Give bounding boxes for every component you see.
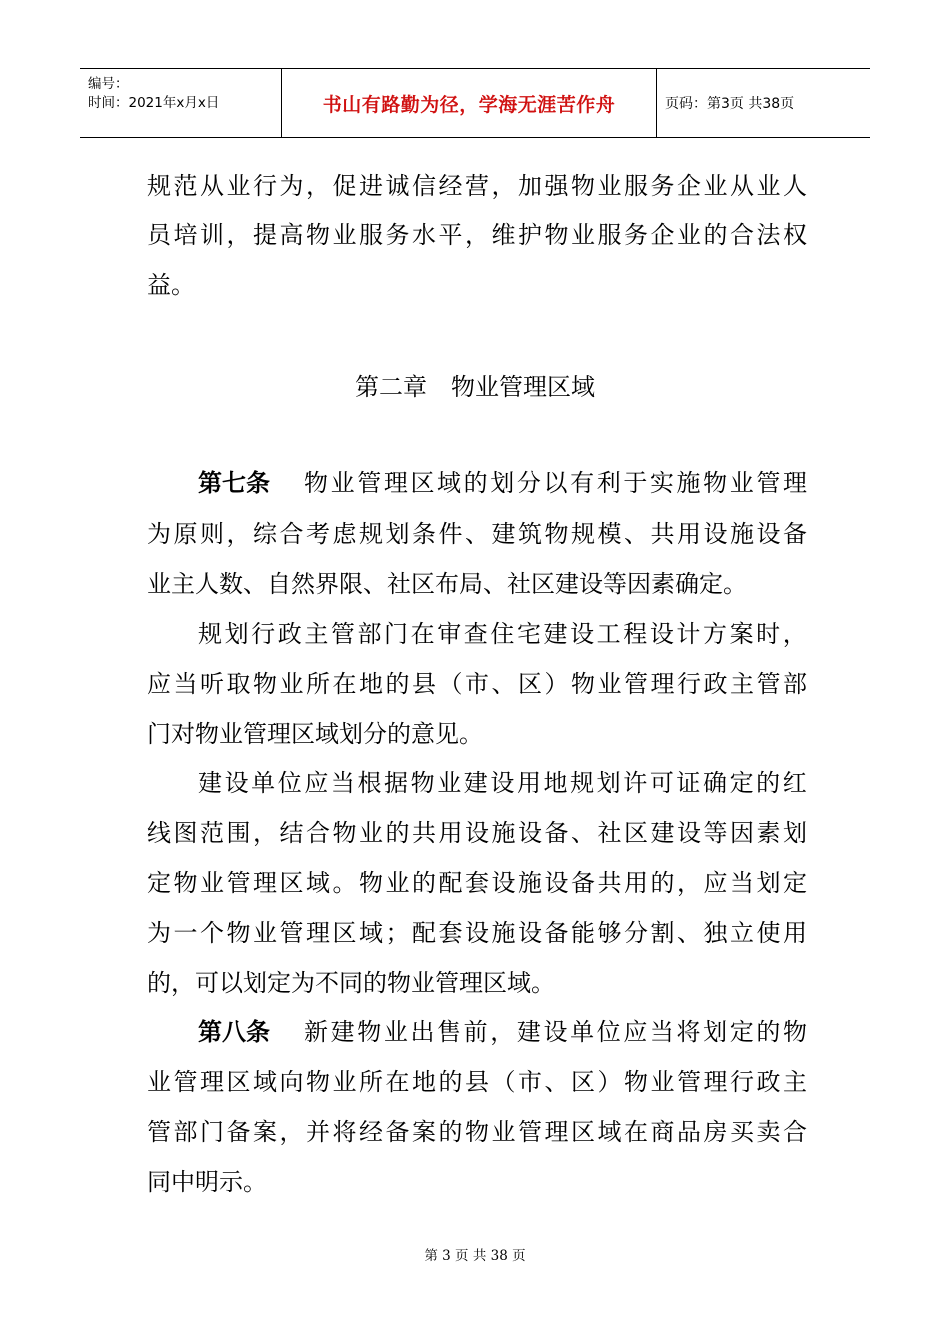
chapter-title: 第二章 物业管理区域	[355, 373, 595, 401]
page-info: 页码：第3页 共38页	[665, 96, 795, 112]
body-line: 定 物 业 管 理 区 域 。 物 业 的 配 套 设 施 设 备 共 用 的 ， 应 当 划 定	[147, 869, 807, 897]
header-table	[80, 68, 870, 138]
body-line: 规 划 行 政 主 管 部 门 在 审 查 住 宅 建 设 工 程 设 计 方 案 时 ，	[198, 620, 807, 648]
date-label: 时间：2021年x月x日	[88, 95, 220, 111]
body-line: 规 范 从 业 行 为 ， 促 进 诚 信 经 营 ， 加 强 物 业 服 务 企 业 从 业 人	[147, 172, 807, 200]
body-line: 同中明示。	[147, 1168, 267, 1196]
body-line: 益。	[147, 271, 195, 299]
article-8-label: 第八条	[198, 1018, 270, 1046]
article-7-first-line	[198, 466, 807, 500]
body-line: 员 培 训 ， 提 高 物 业 服 务 水 平 ， 维 护 物 业 服 务 企 业 的 合 法 权	[147, 221, 807, 249]
body-line: 建 设 单 位 应 当 根 据 物 业 建 设 用 地 规 划 许 可 证 确 定 的 红	[198, 769, 807, 797]
body-line: 新 建 物 业 出 售 前 ， 建 设 单 位 应 当 将 划 定 的 物	[304, 1018, 807, 1046]
body-line: 为 一 个 物 业 管 理 区 域 ； 配 套 设 施 设 备 能 够 分 割 、 独 立 使 用	[147, 919, 807, 947]
motto: 书山有路勤为径，学海无涯苦作舟	[322, 93, 616, 116]
body-line: 门对物业管理区域划分的意见。	[147, 720, 483, 748]
header-divider	[656, 69, 657, 137]
body-line: 管 部 门 备 案 ， 并 将 经 备 案 的 物 业 管 理 区 域 在 商 品 房 买 卖 合	[147, 1118, 807, 1146]
body-line: 为 原 则 ， 综 合 考 虑 规 划 条 件 、 建 筑 物 规 模 、 共 用 设 施 设 备	[147, 520, 807, 548]
body-line: 的，可以划定为不同的物业管理区域。	[147, 969, 555, 997]
page-footer: 第 3 页 共 38 页	[424, 1248, 526, 1264]
body-line: 物 业 管 理 区 域 的 划 分 以 有 利 于 实 施 物 业 管 理	[304, 469, 807, 497]
article-7-label: 第七条	[198, 469, 270, 497]
body-line: 业主人数、自然界限、社区布局、社区建设等因素确定。	[147, 570, 747, 598]
body-line: 应 当 听 取 物 业 所 在 地 的 县 （ 市 、 区 ） 物 业 管 理 行 政 主 管 部	[147, 670, 807, 698]
number-label: 编号：	[88, 76, 129, 92]
body-line: 线 图 范 围 ， 结 合 物 业 的 共 用 设 施 设 备 、 社 区 建 设 等 因 素 划	[147, 819, 807, 847]
body-line: 业 管 理 区 域 向 物 业 所 在 地 的 县 （ 市 、 区 ） 物 业 管 理 行 政 主	[147, 1068, 807, 1096]
header-meta	[88, 75, 219, 113]
article-8-first-line	[198, 1015, 807, 1049]
